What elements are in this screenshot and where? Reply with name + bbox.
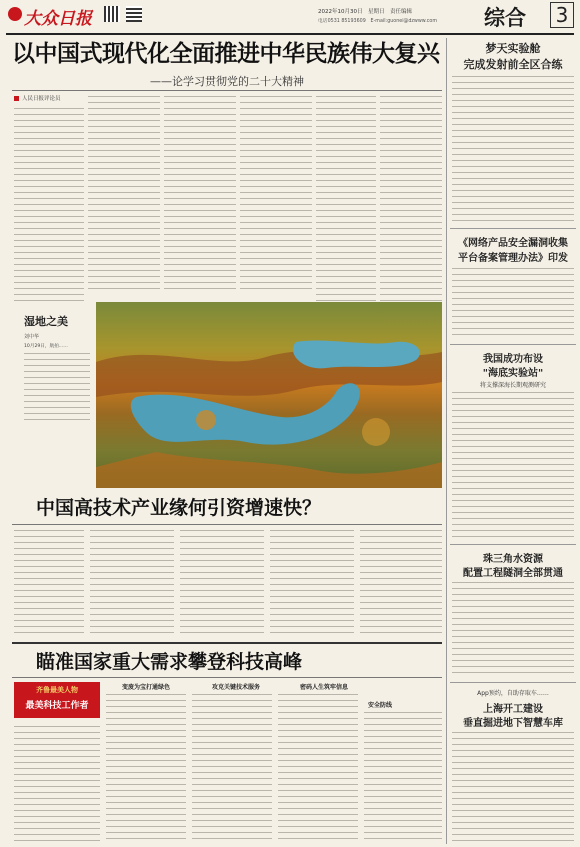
- lead-subhead: ——论学习贯彻党的二十大精神: [150, 75, 304, 88]
- masthead: [0, 0, 580, 36]
- side3-body: [452, 390, 574, 540]
- promo-box: [14, 682, 100, 718]
- bottom-col-2: [192, 692, 272, 844]
- lead-rule: [12, 90, 442, 91]
- hightech-col-4: [270, 528, 354, 638]
- qr-code-icon: [104, 6, 120, 22]
- hightech-rule: [12, 524, 442, 525]
- side4-title: 珠三角水资源: [483, 554, 543, 565]
- bottom-intro-col: [14, 724, 100, 844]
- side3-subtitle: 将支撑深海长期观测研究: [479, 382, 546, 389]
- hightech-headline: 中国高技术产业缘何引资增速快？: [36, 497, 322, 519]
- side1-title2: 完成发射前全区合练: [463, 58, 563, 71]
- logo-mark-icon: [8, 7, 22, 21]
- lead-col-5: [316, 94, 376, 314]
- logo-text: 大众日报: [24, 9, 92, 29]
- masthead-rule: [6, 33, 574, 35]
- promo-subtitle: 最美科技工作者: [25, 701, 89, 711]
- wetland-photo: [96, 302, 442, 488]
- hightech-col-2: [90, 528, 174, 638]
- side4-body: [452, 580, 574, 678]
- side2-body: [452, 266, 574, 338]
- side1-body: [452, 74, 574, 224]
- side3-rule: [450, 544, 576, 545]
- hightech-bottom-rule: [12, 642, 442, 644]
- wetland-author: 刘中华: [24, 334, 40, 340]
- bottom-col3-title: 密码人生筑牢信息: [300, 684, 349, 691]
- side1-rule: [450, 228, 576, 229]
- hightech-col-1: [14, 528, 84, 638]
- lead-col-2: [88, 94, 160, 294]
- side5-title2: 垂直掘进地下智慧车库: [463, 718, 563, 729]
- side4-title2: 配置工程隧洞全部贯通: [463, 568, 563, 579]
- wetland-photo-art: [96, 302, 442, 488]
- hightech-col-5: [360, 528, 442, 638]
- lead-col-4: [240, 94, 312, 294]
- page-number: 3: [550, 2, 574, 28]
- hightech-col-3: [180, 528, 264, 638]
- wetland-caption-lines: [24, 351, 90, 421]
- side3-title2: "海底实验站": [482, 368, 544, 379]
- bottom-col-4: [364, 710, 442, 844]
- section-name: 综合: [484, 6, 526, 30]
- lead-col-6: [380, 94, 442, 319]
- lead-col-3: [164, 94, 236, 294]
- lead-headline: 以中国式现代化全面推进中华民族伟大复兴: [12, 40, 440, 67]
- side5-title: 上海开工建设: [483, 704, 543, 715]
- editor-line: 电话0531 85193609 E-mail:guonei@dzwww.com: [318, 19, 437, 24]
- qr-code-icon-2: [126, 6, 142, 22]
- bottom-col1-title: 变废为宝打通绿色: [122, 684, 171, 691]
- side2-rule: [450, 344, 576, 345]
- byline-text: 人民日报评论员: [22, 96, 61, 102]
- sidebar-divider: [446, 38, 447, 844]
- date-line: 2022年10月30日 星期日 责任编辑: [318, 9, 412, 15]
- side2-title2: 平台备案管理办法》印发: [458, 253, 568, 264]
- side5-body: [452, 730, 574, 844]
- bottom-col2-title: 攻克关键技术服务: [212, 684, 261, 691]
- bottom-col-1: [106, 692, 186, 844]
- bottom-headline-rule: [12, 677, 442, 678]
- side4-rule: [450, 682, 576, 683]
- bottom-col-3: [278, 692, 358, 844]
- masthead-icons: [104, 6, 144, 24]
- bottom-headline: 瞄准国家重大需求攀登科技高峰: [36, 651, 303, 673]
- side5-pretitle: App预约，自助存取车……: [477, 690, 549, 697]
- bottom-col4-title: 安全防线: [368, 702, 393, 709]
- promo-title: 齐鲁最美人物: [36, 686, 78, 694]
- side1-title: 梦天实验舱: [485, 42, 541, 55]
- side2-title: 《网络产品安全漏洞收集: [458, 238, 568, 249]
- newspaper-logo: [8, 4, 96, 29]
- side3-title: 我国成功布设: [483, 354, 543, 365]
- wetland-title: 湿地之美: [24, 315, 68, 328]
- lead-col-1: [14, 106, 84, 302]
- wetland-caption: 10月29日，航拍……: [24, 344, 68, 349]
- byline-marker-icon: [14, 96, 19, 101]
- wetland-caption-box: [14, 305, 94, 487]
